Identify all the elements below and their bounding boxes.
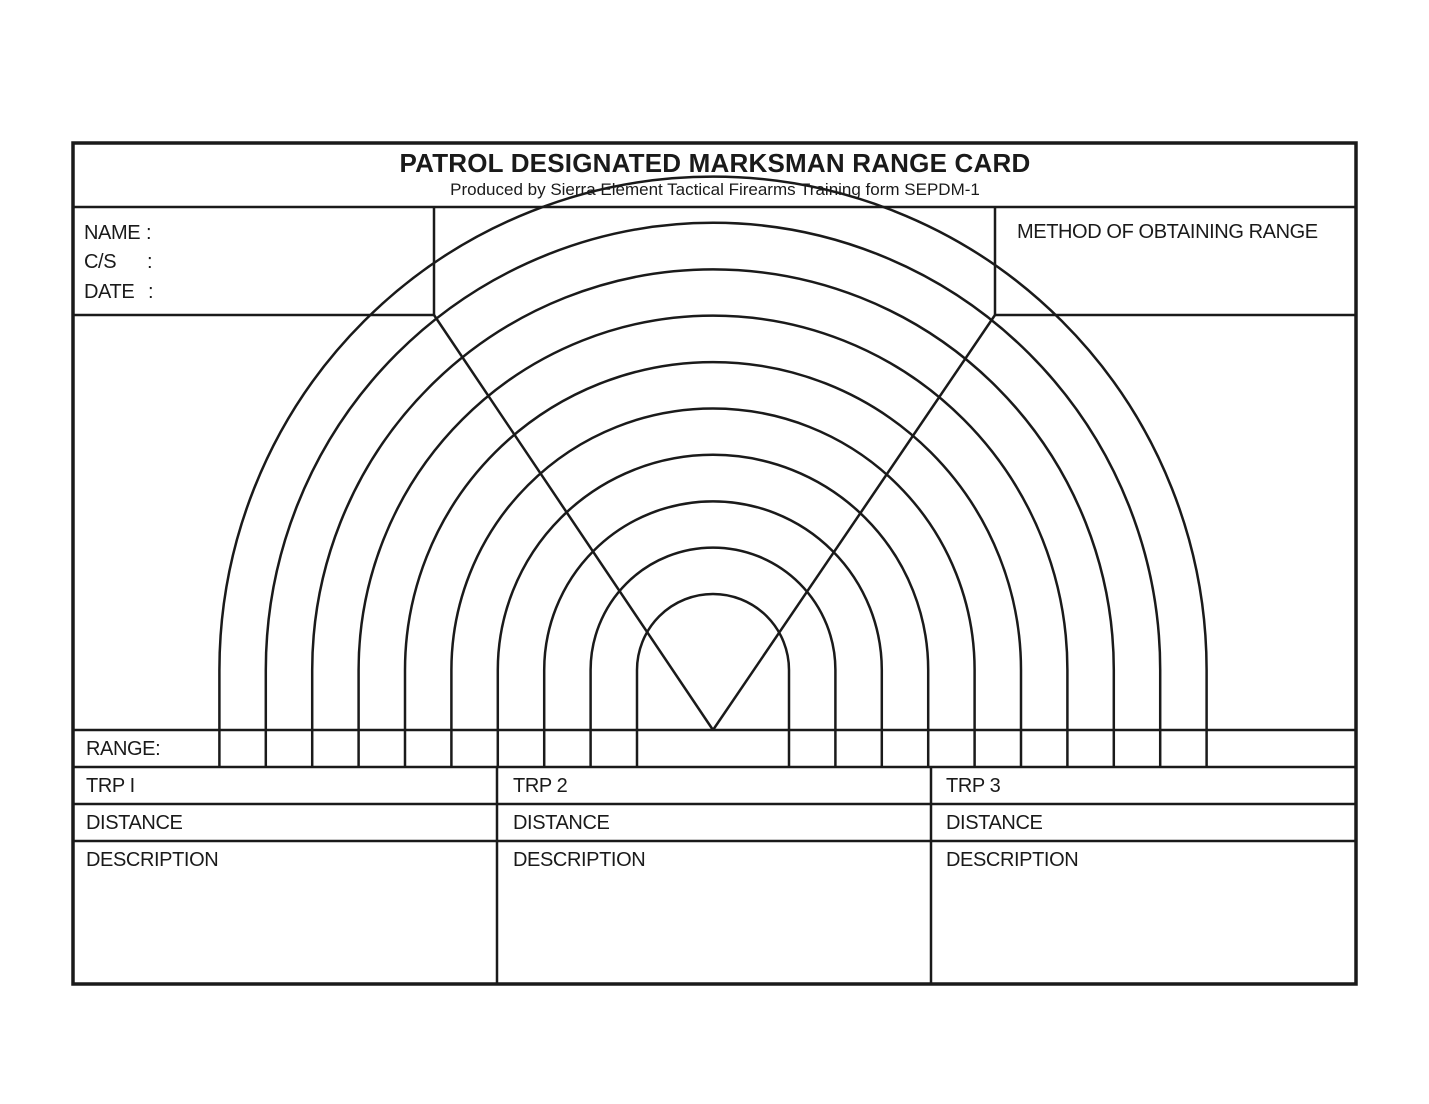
- trp-2-label: TRP 2: [513, 775, 568, 797]
- trp-1-label: TRP I: [86, 775, 135, 797]
- method-label: METHOD OF OBTAINING RANGE: [1017, 221, 1318, 243]
- date-label: DATE: [84, 281, 135, 303]
- card-title: PATROL DESIGNATED MARKSMAN RANGE CARD: [399, 148, 1031, 178]
- sector-line-left: [434, 315, 713, 730]
- range-arc-2: [591, 548, 836, 766]
- card-subtitle: Produced by Sierra Element Tactical Firearms Training form SEPDM-1: [450, 180, 980, 199]
- cs-label: C/S: [84, 251, 117, 273]
- range-ticks: [219, 730, 1206, 767]
- trp-1-description-label: DESCRIPTION: [86, 849, 219, 871]
- range-arc-10: [219, 177, 1206, 766]
- sector-line-right: [713, 315, 995, 730]
- trp-3-description-label: DESCRIPTION: [946, 849, 1079, 871]
- range-arcs: [219, 177, 1206, 766]
- trp-3-label: TRP 3: [946, 775, 1001, 797]
- name-colon: :: [146, 222, 152, 244]
- range-arc-7: [359, 316, 1068, 766]
- date-colon: :: [148, 281, 154, 303]
- trp-2-description-label: DESCRIPTION: [513, 849, 646, 871]
- range-arc-8: [312, 269, 1114, 766]
- cs-colon: :: [147, 251, 153, 273]
- trp-2-distance-label: DISTANCE: [513, 812, 610, 834]
- range-label: RANGE:: [86, 738, 161, 760]
- name-label: NAME: [84, 222, 141, 244]
- range-arc-9: [266, 223, 1160, 766]
- trp-1-distance-label: DISTANCE: [86, 812, 183, 834]
- trp-3-distance-label: DISTANCE: [946, 812, 1043, 834]
- range-arc-1: [637, 594, 789, 766]
